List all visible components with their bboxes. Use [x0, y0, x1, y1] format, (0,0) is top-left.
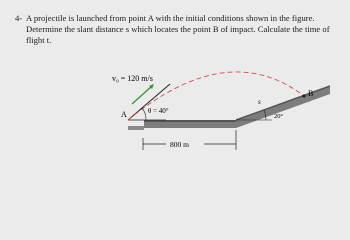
- launch-angle-arc: [142, 108, 146, 120]
- problem-text: A projectile is launched from point A with the initial conditions shown in the figure. Determine the slant distance s which locates the point B of impact. Calculate the time of flight t.: [26, 13, 330, 45]
- slope-angle-label: 20°: [274, 113, 284, 120]
- slope-ground: [236, 86, 330, 128]
- problem-number: 4-: [15, 13, 23, 23]
- point-a-label: A: [121, 110, 127, 119]
- point-b-label: B: [308, 89, 314, 98]
- launch-angle-label: θ = 40°: [148, 107, 169, 115]
- velocity-label: v₀ = 120 m/s: [112, 74, 153, 83]
- distance-label: 800 m: [170, 140, 189, 149]
- velocity-arrow: [132, 86, 152, 104]
- launch-base: [128, 126, 144, 130]
- slant-distance-label: s: [258, 98, 261, 106]
- impact-point-marker: [302, 94, 305, 97]
